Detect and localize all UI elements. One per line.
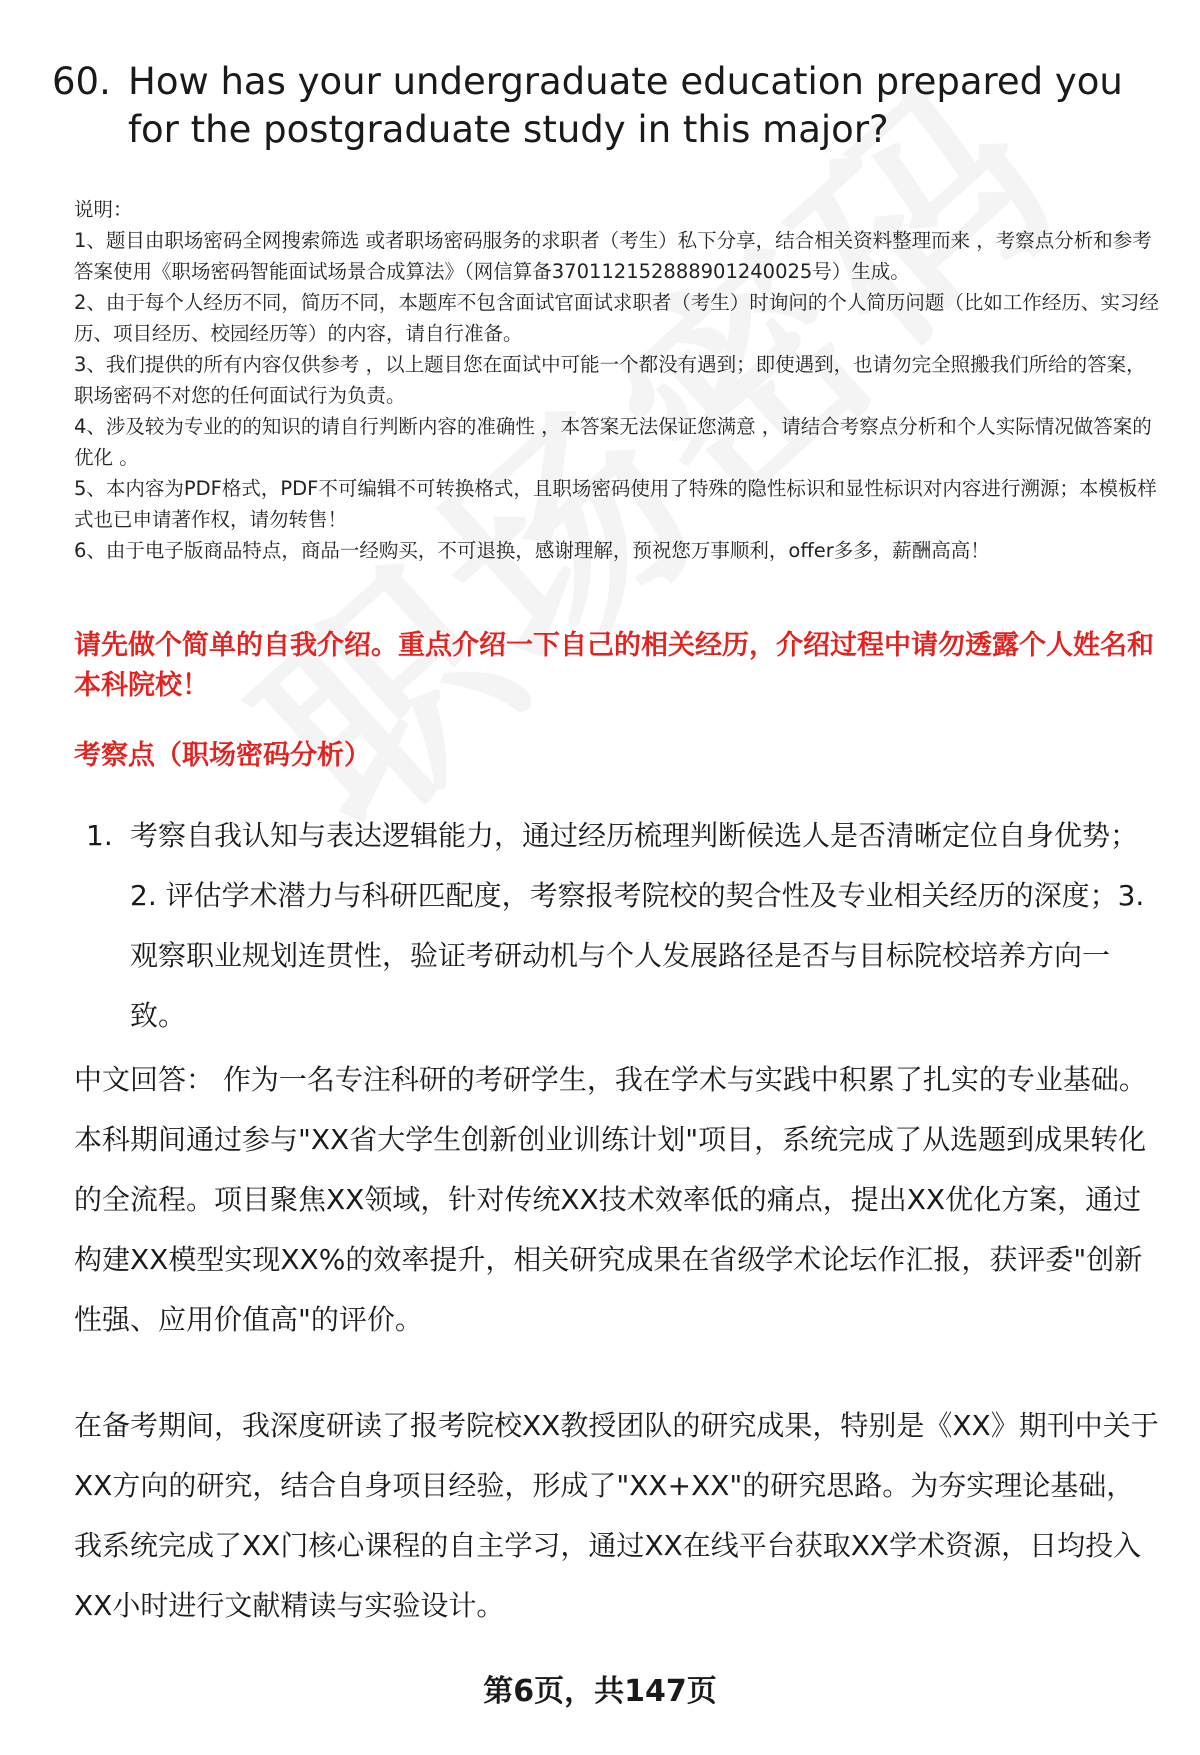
question-text: How has your undergraduate education prepared you for the postgraduate study in this major? (128, 60, 1123, 151)
page-number: 第6页，共147页 (483, 1674, 717, 1709)
analysis-list-number: 1. (86, 819, 113, 852)
answer-section (74, 1050, 1159, 1350)
notes-heading: 说明： (74, 198, 133, 221)
intro-prompt: 请先做个简单的自我介绍。重点介绍一下自己的相关经历，介绍过程中请勿透露个人姓名和本科院校！ (74, 630, 1154, 701)
disclaimer-notes (74, 194, 1164, 566)
analysis-list (86, 806, 1156, 1046)
notes-item: 6、由于电子版商品特点，商品一经购买，不可退换，感谢理解，预祝您万事顺利，offer多多，薪酬高高！ (74, 539, 990, 562)
notes-item: 3、我们提供的所有内容仅供参考 ，以上题目您在面试中可能一个都没有遇到；即使遇到，也请勿完全照搬我们所给的答案，职场密码不对您的任何面试行为负责。 (74, 353, 1146, 407)
answer-section-2 (74, 1396, 1159, 1636)
notes-item: 2、由于每个人经历不同，简历不同，本题库不包含面试官面试求职者（考生）时询问的个人简历问题（比如工作经历、实习经历、项目经历、校园经历等）的内容，请自行准备。 (74, 291, 1159, 345)
question-number: 60. (52, 60, 111, 103)
question-title (52, 58, 1152, 154)
analysis-list-text: 考察自我认知与表达逻辑能力，通过经历梳理判断候选人是否清晰定位自身优势；2. 评估学术潜力与科研匹配度，考察报考院校的契合性及专业相关经历的深度；3. 观察职业规划连贯性，验证考研动机与个人发展路径是否与目标院校培养方向一致。 (130, 819, 1145, 1032)
notes-item: 5、本内容为PDF格式，PDF不可编辑不可转换格式，且职场密码使用了特殊的隐性标识和显性标识对内容进行溯源；本模板样式也已申请著作权，请勿转售！ (74, 477, 1157, 531)
answer-paragraph: 中文回答： 作为一名专注科研的考研学生，我在学术与实践中积累了扎实的专业基础。本科期间通过参与"XX省大学生创新创业训练计划"项目，系统完成了从选题到成果转化的全流程。项目聚焦XX领域，针对传统XX技术效率低的痛点，提出XX优化方案，通过构建XX模型实现XX%的效率提升，相关研究成果在省级学术论坛作汇报，获评委"创新性强、应用价值高"的评价。 (74, 1063, 1147, 1336)
notes-item: 1、题目由职场密码全网搜索筛选 或者职场密码服务的求职者（考生）私下分享，结合相关资料整理而来 ，考察点分析和参考答案使用《职场密码智能面试场景合成算法》（网信算备370112152888901240025号）生成。 (74, 229, 1152, 283)
answer-paragraph: 在备考期间，我深度研读了报考院校XX教授团队的研究成果，特别是《XX》期刊中关于XX方向的研究，结合自身项目经验，形成了"XX+XX"的研究思路。为夯实理论基础，我系统完成了XX门核心课程的自主学习，通过XX在线平台获取XX学术资源，日均投入XX小时进行文献精读与实验设计。 (74, 1409, 1159, 1622)
notes-item: 4、涉及较为专业的的知识的请自行判断内容的准确性 ，本答案无法保证您满意 ，请结合考察点分析和个人实际情况做答案的优化 。 (74, 415, 1152, 469)
analysis-title: 考察点（职场密码分析） (74, 740, 371, 771)
